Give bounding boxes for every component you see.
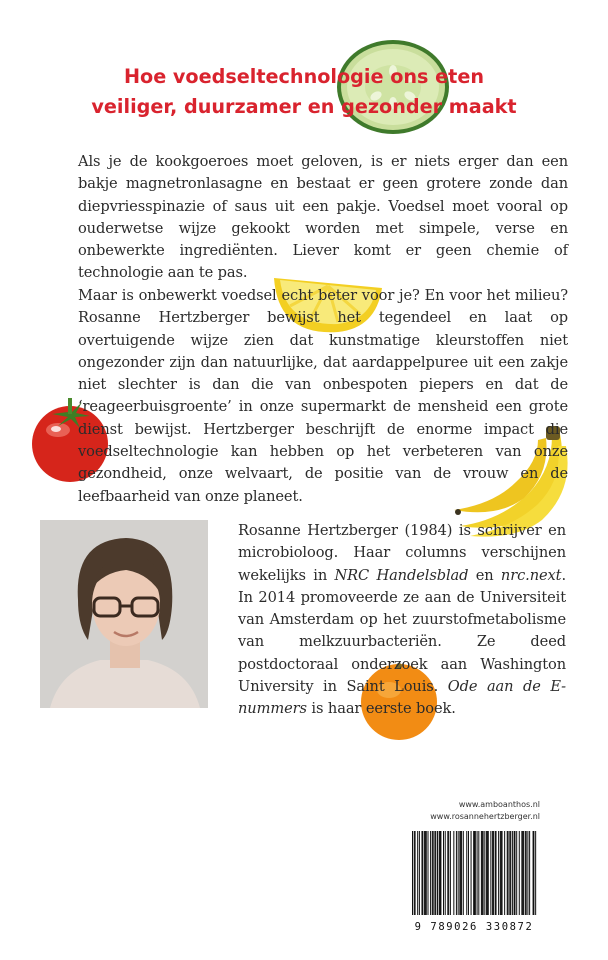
- publisher-urls: [410, 799, 540, 823]
- barcode-bar: [483, 831, 484, 915]
- barcode-bar: [468, 831, 469, 915]
- barcode-bar: [474, 831, 475, 915]
- barcode-bar: [426, 831, 427, 915]
- barcode-bar: [496, 831, 497, 915]
- barcode-bar: [461, 831, 462, 915]
- blurb-paragraph-2: Maar is onbewerkt voedsel echt beter voor je? En voor het milieu? Rosanne Hertzberger bewijst het tegendeel en laat op overtuigende wijze zien dat kunstmatige kleurstoffen niet ongezonder zijn dan natuurlijke, dat aardappelpuree uit een zakje niet slechter is dan die van onbespoten piepers en dat de ‘reageerbuisgroente’ in onze supermarkt de mensheid een grote dienst bewijst. Hertzberger beschrijft de enorme impact die voedseltechnologie kan hebben op het verbeteren van onze gezondheid, onze welvaart, de positie van de vrouw en de leefbaarheid van onze planeet.: [78, 287, 568, 505]
- barcode-bar: [437, 831, 438, 915]
- bio-text-2: en: [468, 566, 501, 584]
- barcode-bar: [522, 831, 523, 915]
- barcode-bar: [504, 831, 505, 915]
- barcode-bar: [415, 831, 416, 915]
- barcode-bar: [459, 831, 460, 915]
- barcode-bar: [466, 831, 467, 915]
- barcode-bar: [502, 831, 503, 915]
- barcode-bar: [533, 831, 534, 915]
- barcode-bar: [430, 831, 431, 915]
- barcode-bar: [453, 831, 454, 915]
- barcode-bar: [525, 831, 526, 915]
- barcode-bar: [447, 831, 448, 915]
- barcode-bar: [507, 831, 508, 915]
- newspaper-title: NRC Handelsblad: [334, 566, 469, 584]
- blurb-paragraph-1: Als je de kookgoeroes moet geloven, is er niets erger dan een bakje magnetronlasagne en bestaat er geen grotere zonde dan diepvriesspinazie of saus uit een pakje. Voedsel moet vooral op ouderwetse wijze gekookt worden met simpele, verse en onbewerkte ingrediënten. Liever komt er geen chemie of technologie aan te pas.: [78, 153, 568, 282]
- barcode-bar: [419, 831, 420, 915]
- barcode-bar: [508, 831, 509, 915]
- barcode-bar: [500, 831, 501, 915]
- barcode-bar: [482, 831, 483, 915]
- barcode-bar: [417, 831, 418, 915]
- barcode-bar: [521, 831, 522, 915]
- barcode-bar: [535, 831, 536, 915]
- barcode-bar: [527, 831, 528, 915]
- barcode-bar: [456, 831, 457, 915]
- barcode-bar: [529, 831, 530, 915]
- author-portrait-illustration: [40, 520, 208, 708]
- barcode-bar: [484, 831, 485, 915]
- barcode-bar: [478, 831, 479, 915]
- barcode-bar: [533, 831, 534, 915]
- barcode-bar: [458, 831, 459, 915]
- title-line-1: Hoe voedseltechnologie ons eten: [123, 65, 484, 88]
- barcode-bar: [448, 831, 449, 915]
- barcode-bar: [412, 831, 413, 915]
- barcode-bar: [439, 831, 440, 915]
- author-bio: [238, 520, 566, 721]
- book-title: Ode aan de E-nummers: [238, 678, 566, 718]
- barcode-bar: [432, 831, 433, 915]
- barcode-bar: [495, 831, 496, 915]
- barcode-bar: [514, 831, 515, 915]
- barcode-bar: [422, 831, 423, 915]
- barcode-bar: [471, 831, 472, 915]
- barcode-bar: [440, 831, 441, 915]
- barcode-bar: [519, 831, 520, 915]
- url-author: www.rosannehertzberger.nl: [430, 812, 540, 821]
- barcode-bar: [501, 831, 502, 915]
- barcode-bar: [526, 831, 527, 915]
- barcode-bar: [509, 831, 510, 915]
- barcode-bar: [510, 831, 511, 915]
- barcode-bar: [473, 831, 474, 915]
- barcode-bar: [487, 831, 488, 915]
- barcode-bar: [414, 831, 415, 915]
- isbn-number: 9 789026 330872: [414, 921, 534, 933]
- barcode-bar: [425, 831, 426, 915]
- bio-text-1: Rosanne Hertzberger (1984) is schrijver en microbioloog. Haar columns verschijnen wekelijks in: [238, 522, 566, 584]
- barcode-bar: [493, 831, 494, 915]
- barcode-bar: [463, 831, 464, 915]
- barcode-bars: [406, 827, 542, 919]
- title-line-2: veiliger, duurzamer en gezonder maakt: [91, 95, 517, 118]
- barcode-bar: [424, 831, 425, 915]
- barcode-bar: [477, 831, 478, 915]
- barcode-bar: [440, 831, 441, 915]
- url-publisher: www.amboanthos.nl: [458, 800, 540, 809]
- barcode-bar: [486, 831, 487, 915]
- bio-text-4: is haar eerste boek.: [306, 700, 456, 718]
- barcode-bar: [421, 831, 422, 915]
- barcode-bar: [443, 831, 444, 915]
- barcode-bar: [516, 831, 517, 915]
- barcode-bar: [475, 831, 476, 915]
- isbn-barcode: [406, 827, 542, 933]
- website-name: nrc.next: [500, 566, 562, 584]
- barcode-bar: [433, 831, 434, 915]
- barcode-bar: [514, 831, 515, 915]
- author-photo: [40, 520, 208, 708]
- barcode-bar: [490, 831, 491, 915]
- barcode-bar: [512, 831, 513, 915]
- barcode-bar: [434, 831, 435, 915]
- barcode-bar: [498, 831, 499, 915]
- back-cover-title: [40, 62, 568, 122]
- barcode-bar: [488, 831, 489, 915]
- barcode-bar: [492, 831, 493, 915]
- barcode-bar: [445, 831, 446, 915]
- barcode-bar: [481, 831, 482, 915]
- barcode-bar: [435, 831, 436, 915]
- bio-text-3: . In 2014 promoveerde ze aan de Universiteit van Amsterdam op het zuurstofmetabolisme van melkzuurbacteriën. Ze deed postdoctoraal onderzoek aan Washington University in Saint Louis.: [238, 566, 566, 696]
- barcode-bar: [460, 831, 461, 915]
- barcode-bar: [428, 831, 429, 915]
- barcode-bar: [450, 831, 451, 915]
- barcode-bar: [523, 831, 524, 915]
